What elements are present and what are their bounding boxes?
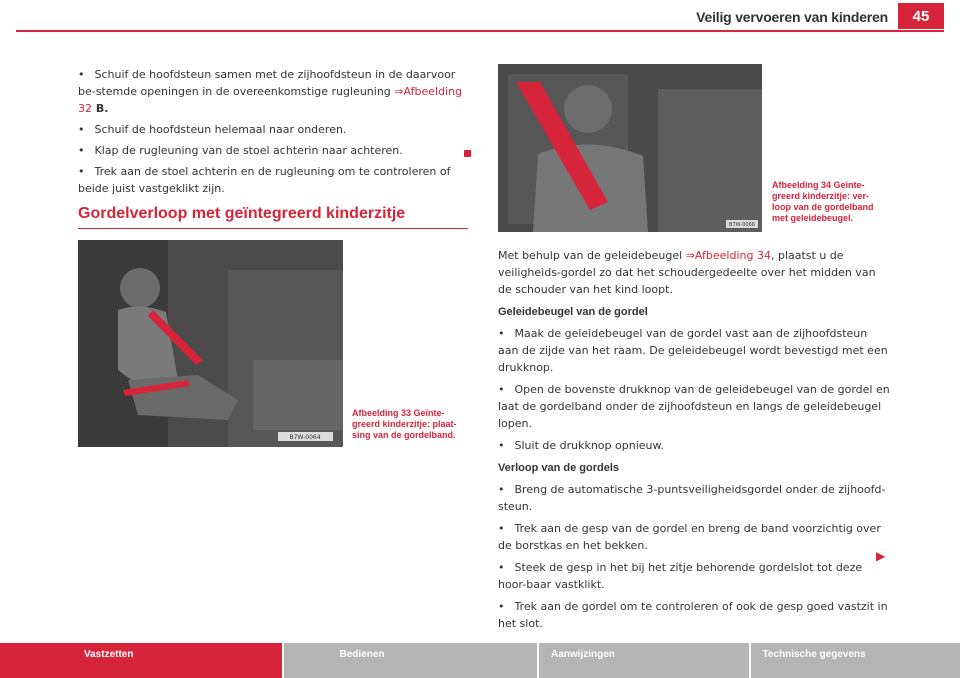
footer-tab-bedienen[interactable]: Bedienen [284, 643, 540, 678]
bullet-item: • Open de bovenste drukknop van de geleidebeugel van de gordel en laat de gordelband onder de zijhoofdsteun en langs de geleidebeugel lopen. [498, 381, 890, 432]
bullet-item: • Schuif de hoofdsteun helemaal naar onderen. [78, 121, 468, 138]
bullet-item: • Trek aan de gordel om te controleren of ook de gesp goed vastzit in het slot. [498, 598, 890, 632]
bullet-item: • Trek aan de gesp van de gordel en breng de band voorzichtig over de borstkas en het bekken. [498, 520, 890, 554]
figure-link[interactable]: ⇒Afbeelding 34 [685, 249, 771, 262]
subheading: Verloop van de gordels [498, 462, 620, 474]
figure-link[interactable]: ⇒Afbeelding 32 [78, 85, 463, 115]
footer-tab-aanwijzingen[interactable]: Aanwijzingen [539, 643, 751, 678]
page-number: 45 [898, 3, 944, 29]
footer-nav [0, 643, 960, 678]
bullet-item: • Maak de geleidebeugel van de gordel vast aan de zijhoofdsteun aan de zijde van het raam. De geleidebeugel wordt bevestigd met een drukknop. [498, 325, 890, 376]
bullet-item: • Breng de automatische 3-puntsveiligheidsgordel onder de zijhoofd-steun. [498, 481, 890, 515]
bullet-item: • Sluit de drukknop opnieuw. [498, 437, 890, 454]
section-title: Gordelverloop met geïntegreerd kinderzitje [78, 205, 468, 229]
figure-33-photo [78, 240, 343, 447]
figure-34-code: B7W-0066 [729, 222, 755, 228]
figure-34-photo [498, 64, 762, 232]
figure-34-illustration [498, 64, 762, 232]
subheading: Geleidebeugel van de gordel [498, 306, 648, 318]
footer-tab-technische-gegevens[interactable]: Technische gegevens [751, 643, 960, 678]
page-title: Veilig vervoeren van kinderen [696, 9, 888, 25]
section-end-icon [464, 150, 471, 157]
figure-33-caption: Afbeelding 33 Geïnte-greerd kinderzitje: plaat-sing van de gordelband. [352, 408, 457, 440]
intro-paragraph: Met behulp van de geleidebeugel ⇒Afbeelding 34, plaatst u de veiligheids-gordel zo dat het schoudergedeelte over het midden van de schouder van het kind loopt. [498, 249, 876, 296]
left-column [78, 66, 468, 201]
figure-33-illustration [78, 240, 343, 447]
bullet-item: • Trek aan de stoel achterin en de rugleuning om te controleren of beide juist vastgeklikt zijn. [78, 163, 468, 197]
arrow-right-icon: ▶ [876, 549, 886, 563]
bullet-item: • Klap de rugleuning van de stoel achterin naar achteren. [78, 142, 468, 159]
footer-tab-vastzetten[interactable]: Vastzetten [0, 643, 284, 678]
bullet-item: • Steek de gesp in het bij het zitje behorende gordelslot tot deze hoor-baar vastklikt. [498, 559, 890, 593]
bullet-item: • Schuif de hoofdsteun samen met de zijhoofdsteun in de daarvoor be-stemde openingen in de overeenkomstige rugleuning ⇒Afbeelding 32 B. [78, 66, 468, 117]
figure-33-code: B7W-0064 [289, 434, 321, 441]
right-column [498, 247, 890, 637]
header-rule [16, 30, 944, 32]
figure-34-caption: Afbeelding 34 Geïnte-greerd kinderzitje: ver-loop van de gordelband met geleidebeugel. [772, 180, 874, 223]
